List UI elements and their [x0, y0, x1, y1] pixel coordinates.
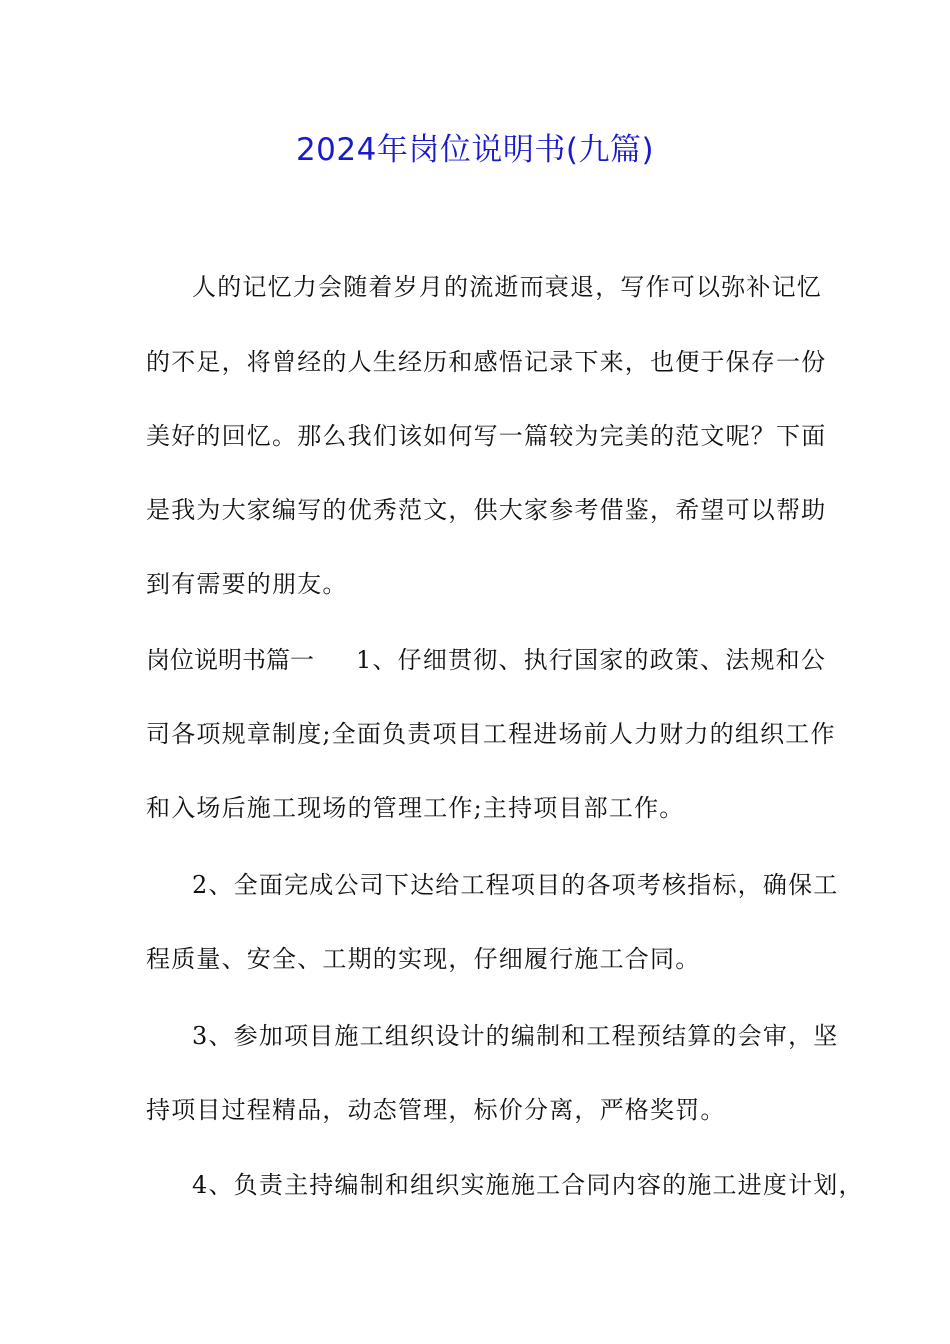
item-3-line-2: 持项目过程精品，动态管理，标价分离，严格奖罚。 [146, 1096, 726, 1124]
item-3-line-1: 3、参加项目施工组织设计的编制和工程预结算的会审，坚 [192, 1022, 839, 1050]
item-2-line-2: 程质量、安全、工期的实现，仔细履行施工合同。 [146, 945, 701, 973]
intro-line-4: 是我为大家编写的优秀范文，供大家参考借鉴，希望可以帮助 [146, 496, 827, 524]
item-4-line-1: 4、负责主持编制和组织实施施工合同内容的施工进度计划， [192, 1171, 864, 1199]
section-heading-row [146, 643, 827, 677]
intro-line-2: 的不足，将曾经的人生经历和感悟记录下来，也便于保存一份 [146, 348, 827, 376]
section-heading: 岗位说明书篇一 [146, 646, 314, 674]
document-title: 2024年岗位说明书(九篇) [295, 132, 655, 168]
item-1-line-1: 1、仔细贯彻、执行国家的政策、法规和公 [356, 646, 827, 674]
item-1-line-2: 司各项规章制度;全面负责项目工程进场前人力财力的组织工作 [146, 720, 836, 748]
intro-line-1: 人的记忆力会随着岁月的流逝而衰退，写作可以弥补记忆 [192, 273, 822, 301]
item-1-line-3: 和入场后施工现场的管理工作;主持项目部工作。 [146, 794, 685, 822]
intro-line-3: 美好的回忆。那么我们该如何写一篇较为完美的范文呢？下面 [146, 422, 827, 450]
intro-line-5: 到有需要的朋友。 [146, 570, 348, 598]
item-2-line-1: 2、全面完成公司下达给工程项目的各项考核指标，确保工 [192, 871, 839, 899]
